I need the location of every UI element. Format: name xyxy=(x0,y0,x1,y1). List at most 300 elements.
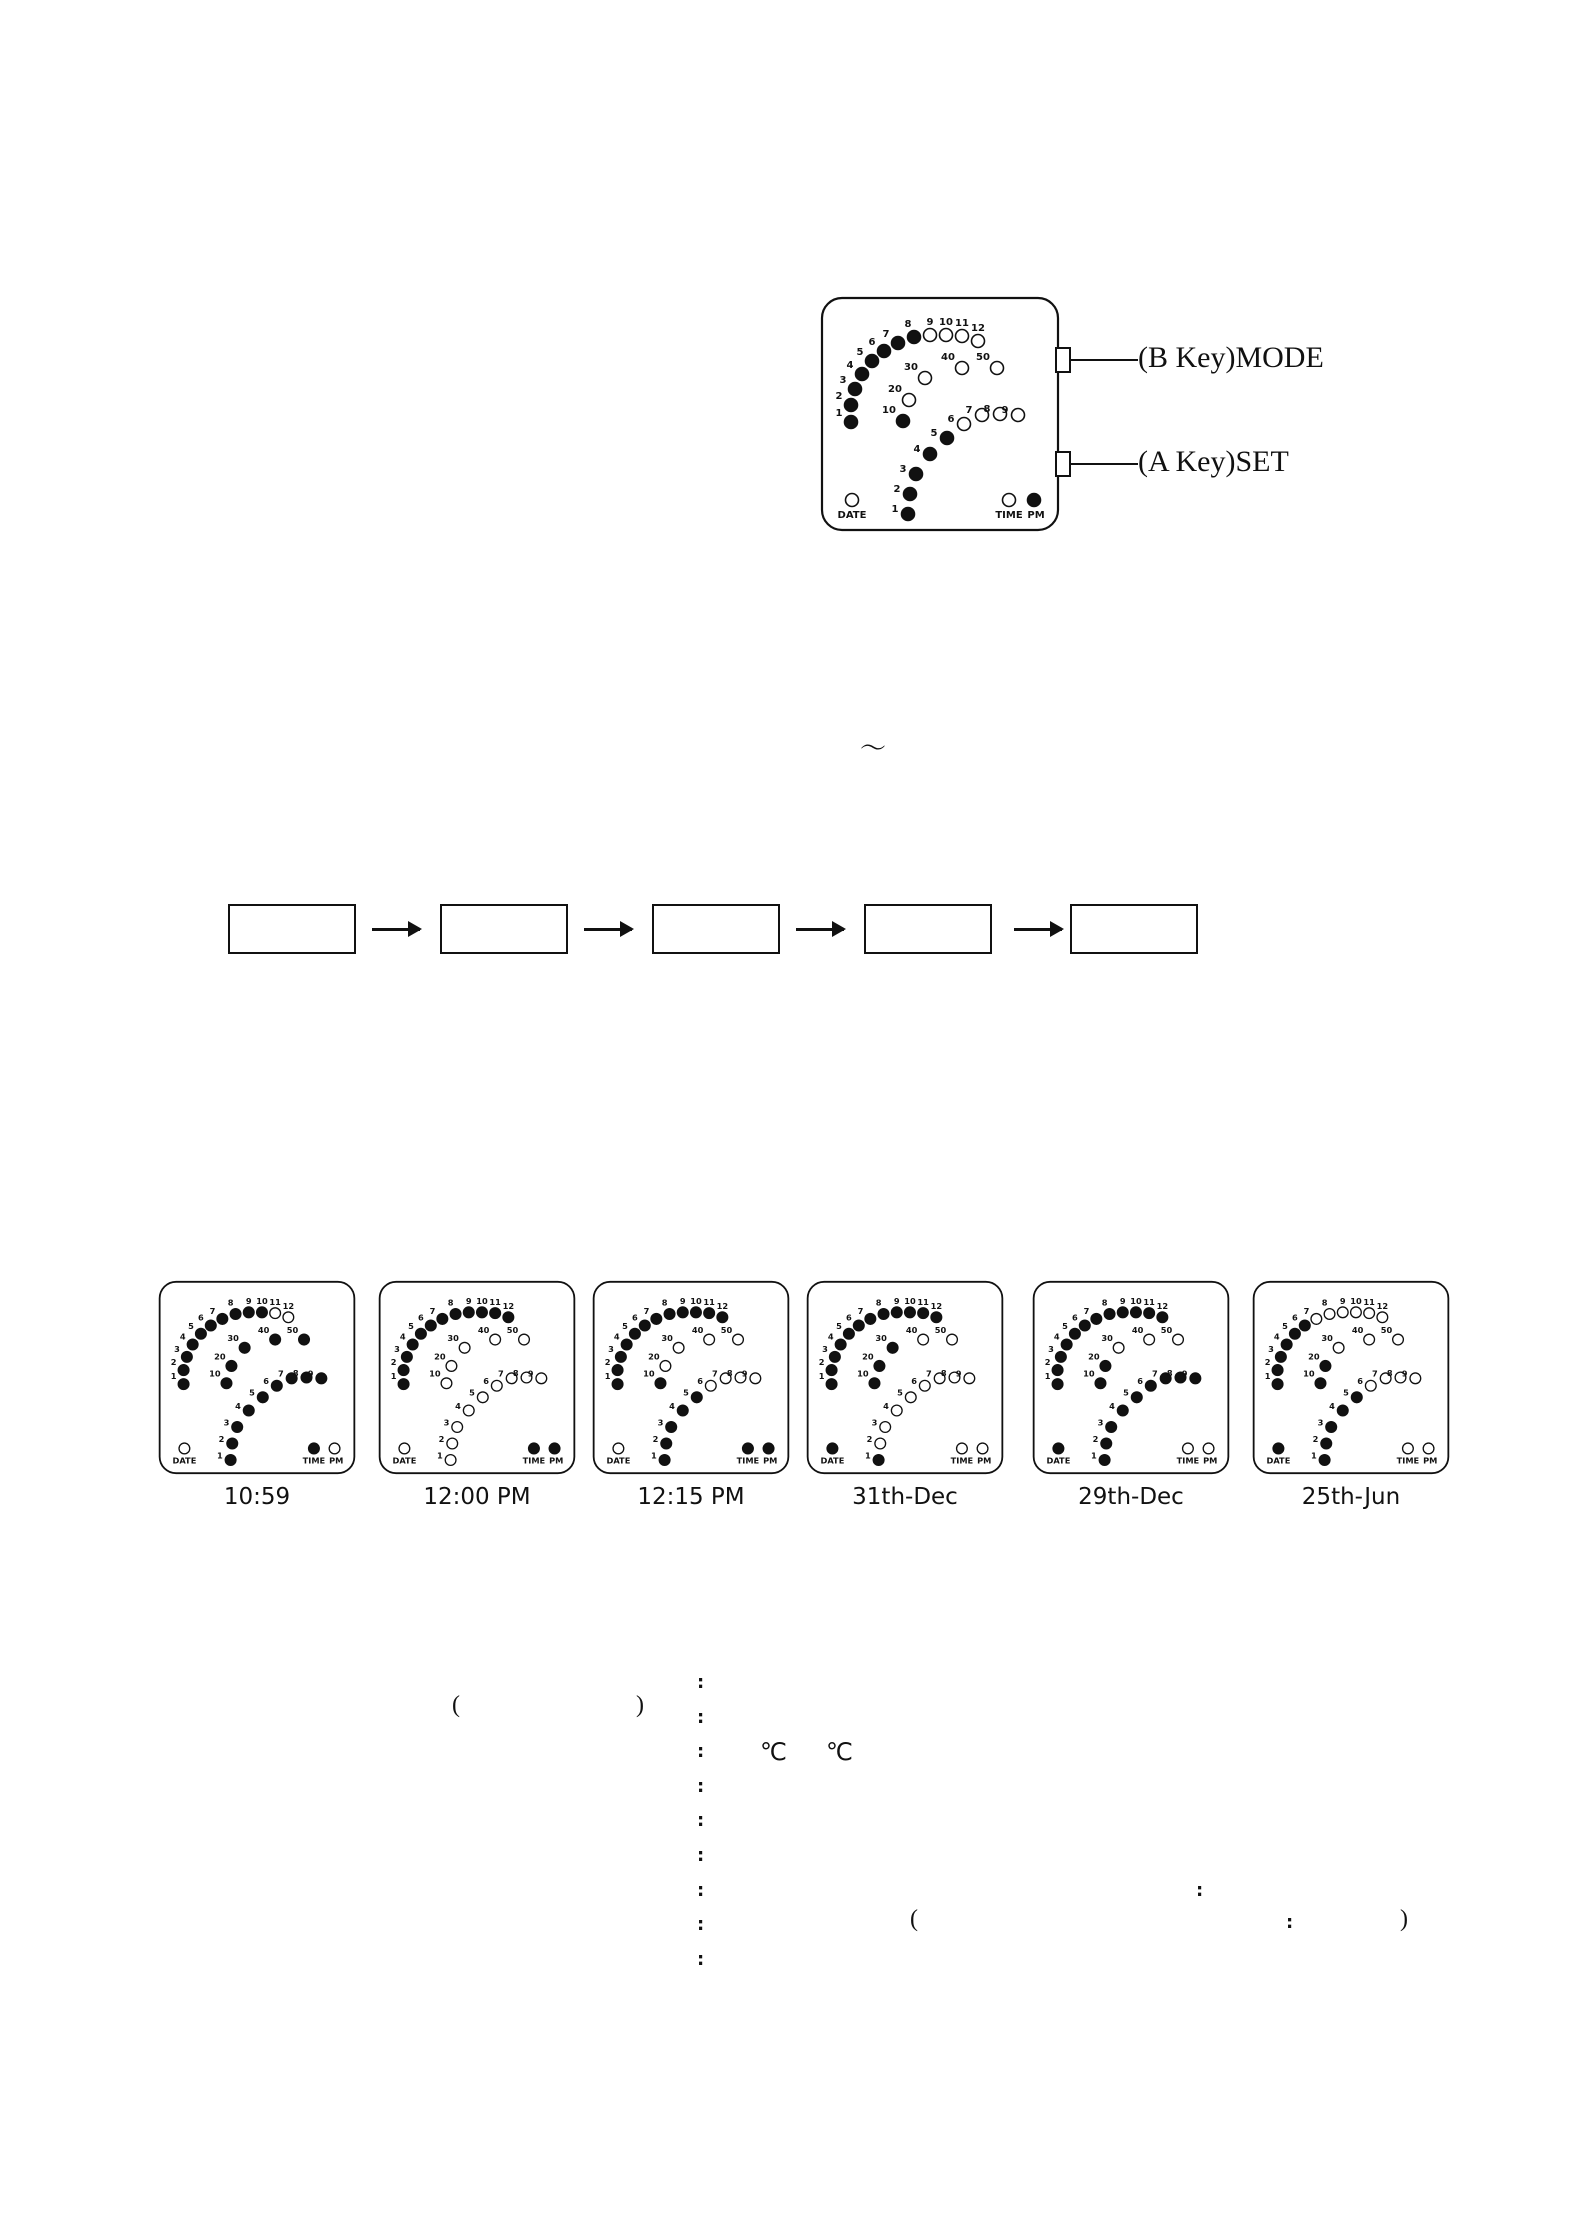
minute-unit-dot-5 xyxy=(1131,1392,1142,1403)
minute-tens-number-10: 10 xyxy=(643,1368,655,1379)
hour-dot-4 xyxy=(835,1339,846,1350)
minute-tens-number-20: 20 xyxy=(648,1351,660,1362)
minute-unit-number-9: 9 xyxy=(955,1368,962,1379)
hour-number-9: 9 xyxy=(893,1296,900,1307)
minute-unit-number-7: 7 xyxy=(1152,1368,1158,1379)
pm-indicator-dot xyxy=(549,1443,560,1454)
hour-dot-10 xyxy=(1131,1307,1142,1318)
hour-dot-3 xyxy=(849,383,862,396)
date-indicator-dot xyxy=(827,1443,838,1454)
pm-indicator-dot xyxy=(329,1443,340,1454)
minute-tens-number-40: 40 xyxy=(941,352,955,363)
hour-dot-5 xyxy=(416,1328,427,1339)
hour-dot-5 xyxy=(844,1328,855,1339)
hour-number-5: 5 xyxy=(188,1320,194,1331)
pm-label: PM xyxy=(1027,510,1045,521)
hour-dot-7 xyxy=(1311,1314,1322,1325)
hour-number-4: 4 xyxy=(1273,1331,1280,1342)
minute-tens-number-40: 40 xyxy=(905,1324,918,1335)
pm-indicator-dot xyxy=(977,1443,988,1454)
hour-dot-11 xyxy=(1364,1308,1375,1319)
minute-unit-number-6: 6 xyxy=(1137,1376,1143,1387)
spec-colon: : xyxy=(697,1914,705,1936)
hour-number-8: 8 xyxy=(1321,1297,1328,1308)
minute-tens-dot-50 xyxy=(947,1334,958,1345)
hour-dot-5 xyxy=(196,1328,207,1339)
hour-dot-10 xyxy=(940,329,953,342)
tilde-symbol: ～ xyxy=(860,734,887,764)
date-indicator-dot xyxy=(1273,1443,1284,1454)
minute-unit-dot-1 xyxy=(659,1455,670,1466)
hour-dot-7 xyxy=(892,337,905,350)
minute-unit-number-6: 6 xyxy=(911,1376,917,1387)
minute-tens-dot-20 xyxy=(446,1361,457,1372)
minute-tens-number-30: 30 xyxy=(447,1333,459,1344)
minute-unit-number-1: 1 xyxy=(651,1450,657,1461)
hour-dot-4 xyxy=(1281,1339,1292,1350)
minute-unit-dot-3 xyxy=(880,1422,891,1433)
hour-dot-1 xyxy=(826,1379,837,1390)
minute-unit-number-7: 7 xyxy=(965,405,973,416)
minute-unit-number-7: 7 xyxy=(278,1368,284,1379)
minute-unit-dot-3 xyxy=(666,1422,677,1433)
hour-number-5: 5 xyxy=(1062,1320,1068,1331)
minute-unit-dot-1 xyxy=(873,1455,884,1466)
hour-dot-3 xyxy=(1276,1352,1287,1363)
hour-dot-6 xyxy=(425,1320,436,1331)
minute-unit-number-5: 5 xyxy=(249,1387,255,1398)
flow-box-3 xyxy=(652,904,780,954)
example-caption: 10:59 xyxy=(223,1484,291,1510)
hour-dot-2 xyxy=(178,1365,189,1376)
minute-tens-number-10: 10 xyxy=(209,1368,221,1379)
hour-dot-12 xyxy=(1377,1312,1388,1323)
time-indicator-dot xyxy=(1003,494,1016,507)
hour-dot-6 xyxy=(878,345,891,358)
minute-unit-dot-4 xyxy=(891,1405,902,1416)
time-indicator-dot xyxy=(529,1443,540,1454)
minute-unit-number-3: 3 xyxy=(443,1417,450,1428)
hour-dot-2 xyxy=(1052,1365,1063,1376)
minute-tens-dot-30 xyxy=(1333,1342,1344,1353)
hour-number-12: 12 xyxy=(971,323,985,334)
minute-tens-number-20: 20 xyxy=(862,1351,874,1362)
date-label: DATE xyxy=(392,1455,417,1466)
minute-tens-dot-20 xyxy=(660,1361,671,1372)
hour-dot-7 xyxy=(865,1314,876,1325)
minute-unit-dot-6 xyxy=(1145,1380,1156,1391)
hour-dot-10 xyxy=(905,1307,916,1318)
b-key-mode-label: (B Key)MODE xyxy=(1138,341,1324,374)
minute-tens-number-40: 40 xyxy=(691,1324,704,1335)
minute-unit-number-8: 8 xyxy=(726,1367,733,1378)
minute-tens-number-50: 50 xyxy=(976,352,990,363)
hour-number-2: 2 xyxy=(1264,1357,1271,1368)
hour-number-5: 5 xyxy=(856,347,864,358)
minute-tens-dot-10 xyxy=(1095,1378,1106,1389)
minute-unit-number-8: 8 xyxy=(1166,1367,1173,1378)
minute-unit-number-5: 5 xyxy=(930,428,938,439)
minute-unit-dot-5 xyxy=(941,432,954,445)
hour-number-5: 5 xyxy=(622,1320,628,1331)
minute-tens-number-50: 50 xyxy=(720,1324,733,1335)
minute-unit-number-5: 5 xyxy=(897,1387,903,1398)
hour-number-7: 7 xyxy=(643,1305,650,1316)
hour-number-11: 11 xyxy=(1363,1296,1375,1307)
minute-unit-number-8: 8 xyxy=(512,1367,519,1378)
pm-label: PM xyxy=(549,1455,564,1466)
date-indicator-dot xyxy=(399,1443,410,1454)
minute-unit-dot-3 xyxy=(452,1422,463,1433)
hour-dot-4 xyxy=(856,368,869,381)
minute-unit-dot-5 xyxy=(905,1392,916,1403)
hour-dot-8 xyxy=(1104,1309,1115,1320)
minute-tens-dot-30 xyxy=(673,1342,684,1353)
minute-tens-dot-10 xyxy=(441,1378,452,1389)
minute-unit-number-1: 1 xyxy=(891,504,899,515)
hour-dot-3 xyxy=(402,1352,413,1363)
example-watch-face xyxy=(1032,1280,1230,1475)
minute-unit-number-6: 6 xyxy=(263,1376,269,1387)
minute-unit-number-3: 3 xyxy=(871,1417,878,1428)
minute-unit-dot-2 xyxy=(1321,1438,1332,1449)
spec-colon: : xyxy=(697,1948,705,1970)
minute-unit-number-2: 2 xyxy=(1092,1433,1099,1444)
hour-dot-8 xyxy=(664,1309,675,1320)
minute-unit-dot-9 xyxy=(316,1373,327,1384)
minute-unit-number-8: 8 xyxy=(292,1367,299,1378)
hour-dot-9 xyxy=(677,1307,688,1318)
hour-dot-12 xyxy=(1157,1312,1168,1323)
spec-degree-2: ℃ xyxy=(826,1740,853,1766)
hour-number-3: 3 xyxy=(1048,1343,1054,1354)
a-key-button xyxy=(1056,452,1070,476)
hour-number-3: 3 xyxy=(394,1343,400,1354)
hour-number-9: 9 xyxy=(679,1296,686,1307)
minute-unit-dot-9 xyxy=(1012,409,1025,422)
hour-dot-9 xyxy=(243,1307,254,1318)
minute-tens-dot-30 xyxy=(1113,1342,1124,1353)
minute-unit-dot-4 xyxy=(243,1405,254,1416)
hour-number-12: 12 xyxy=(502,1301,515,1312)
hour-dot-12 xyxy=(931,1312,942,1323)
minute-tens-dot-50 xyxy=(1173,1334,1184,1345)
spec-paren-open-2: ( xyxy=(910,1906,918,1932)
hour-dot-10 xyxy=(691,1307,702,1318)
minute-unit-dot-5 xyxy=(477,1392,488,1403)
date-label: DATE xyxy=(606,1455,631,1466)
hour-number-2: 2 xyxy=(1044,1357,1051,1368)
example-caption: 29th-Dec xyxy=(1078,1484,1184,1510)
hour-number-6: 6 xyxy=(198,1312,204,1323)
pm-label: PM xyxy=(1423,1455,1438,1466)
minute-unit-number-6: 6 xyxy=(1357,1376,1363,1387)
hour-dot-8 xyxy=(908,331,921,344)
hour-number-3: 3 xyxy=(822,1343,828,1354)
minute-unit-number-2: 2 xyxy=(866,1433,873,1444)
minute-tens-dot-50 xyxy=(733,1334,744,1345)
minute-unit-number-5: 5 xyxy=(683,1387,689,1398)
a-key-set-label: (A Key)SET xyxy=(1138,445,1289,478)
hour-number-10: 10 xyxy=(939,317,953,328)
hour-dot-4 xyxy=(1061,1339,1072,1350)
minute-tens-number-40: 40 xyxy=(1351,1324,1364,1335)
minute-tens-dot-20 xyxy=(903,394,916,407)
time-label: TIME xyxy=(302,1455,326,1466)
minute-unit-number-4: 4 xyxy=(1109,1400,1115,1411)
hour-dot-7 xyxy=(1091,1314,1102,1325)
hour-number-2: 2 xyxy=(835,391,843,402)
hour-number-6: 6 xyxy=(632,1312,638,1323)
minute-tens-number-50: 50 xyxy=(286,1324,299,1335)
hour-dot-2 xyxy=(1272,1365,1283,1376)
hour-dot-1 xyxy=(398,1379,409,1390)
hour-number-9: 9 xyxy=(245,1296,252,1307)
pm-indicator-dot xyxy=(1423,1443,1434,1454)
minute-tens-number-50: 50 xyxy=(1160,1324,1173,1335)
minute-tens-dot-20 xyxy=(226,1361,237,1372)
minute-tens-number-40: 40 xyxy=(477,1324,490,1335)
minute-unit-number-9: 9 xyxy=(741,1368,748,1379)
hour-dot-6 xyxy=(853,1320,864,1331)
hour-number-7: 7 xyxy=(1303,1305,1310,1316)
minute-tens-number-30: 30 xyxy=(661,1333,673,1344)
minute-tens-number-50: 50 xyxy=(506,1324,519,1335)
minute-tens-number-20: 20 xyxy=(888,384,902,395)
minute-tens-dot-10 xyxy=(869,1378,880,1389)
minute-unit-dot-6 xyxy=(958,418,971,431)
hour-number-10: 10 xyxy=(476,1296,488,1307)
hour-dot-6 xyxy=(639,1320,650,1331)
hour-dot-7 xyxy=(651,1314,662,1325)
minute-unit-dot-9 xyxy=(1190,1373,1201,1384)
minute-unit-dot-4 xyxy=(1117,1405,1128,1416)
hour-number-10: 10 xyxy=(256,1296,268,1307)
hour-number-3: 3 xyxy=(608,1343,614,1354)
hour-dot-5 xyxy=(866,355,879,368)
example-caption: 12:15 PM xyxy=(637,1484,745,1510)
hour-dot-11 xyxy=(704,1308,715,1319)
spec-colon: : xyxy=(697,1879,705,1901)
hour-number-4: 4 xyxy=(399,1331,406,1342)
hour-number-7: 7 xyxy=(1083,1305,1090,1316)
spec-colon: : xyxy=(697,1706,705,1728)
minute-unit-number-3: 3 xyxy=(1317,1417,1324,1428)
minute-tens-number-40: 40 xyxy=(1131,1324,1144,1335)
minute-unit-dot-9 xyxy=(750,1373,761,1384)
minute-tens-dot-20 xyxy=(1320,1361,1331,1372)
minute-unit-dot-2 xyxy=(661,1438,672,1449)
minute-unit-dot-3 xyxy=(1326,1422,1337,1433)
minute-unit-number-4: 4 xyxy=(669,1400,675,1411)
hour-dot-6 xyxy=(1299,1320,1310,1331)
hour-dot-10 xyxy=(257,1307,268,1318)
pm-label: PM xyxy=(1203,1455,1218,1466)
hour-number-6: 6 xyxy=(418,1312,424,1323)
hour-number-11: 11 xyxy=(955,318,969,329)
hour-number-12: 12 xyxy=(1376,1301,1389,1312)
hour-number-5: 5 xyxy=(836,1320,842,1331)
hour-number-10: 10 xyxy=(1350,1296,1362,1307)
hour-number-6: 6 xyxy=(846,1312,852,1323)
minute-unit-dot-3 xyxy=(232,1422,243,1433)
spec-colon: : xyxy=(697,1775,705,1797)
hour-dot-8 xyxy=(1324,1309,1335,1320)
hour-dot-9 xyxy=(1117,1307,1128,1318)
minute-unit-dot-1 xyxy=(1099,1455,1110,1466)
minute-tens-number-20: 20 xyxy=(214,1351,226,1362)
hour-dot-3 xyxy=(182,1352,193,1363)
minute-unit-number-3: 3 xyxy=(1097,1417,1104,1428)
date-indicator-dot xyxy=(846,494,859,507)
hour-dot-11 xyxy=(490,1308,501,1319)
hour-dot-8 xyxy=(450,1309,461,1320)
minute-unit-number-8: 8 xyxy=(940,1367,947,1378)
hour-dot-8 xyxy=(230,1309,241,1320)
hour-dot-9 xyxy=(924,329,937,342)
hour-number-9: 9 xyxy=(926,317,934,328)
minute-unit-dot-6 xyxy=(1365,1380,1376,1391)
hour-number-4: 4 xyxy=(846,360,854,371)
minute-unit-number-3: 3 xyxy=(223,1417,230,1428)
spec-paren-close-2: ) xyxy=(1400,1906,1408,1932)
minute-tens-dot-30 xyxy=(239,1342,250,1353)
hour-number-8: 8 xyxy=(1101,1297,1108,1308)
flow-box-5 xyxy=(1070,904,1198,954)
minute-tens-dot-40 xyxy=(956,362,969,375)
hour-number-2: 2 xyxy=(818,1357,825,1368)
minute-unit-dot-4 xyxy=(1337,1405,1348,1416)
example-caption: 31th-Dec xyxy=(852,1484,958,1510)
hour-number-8: 8 xyxy=(661,1297,668,1308)
minute-unit-dot-2 xyxy=(875,1438,886,1449)
minute-unit-number-6: 6 xyxy=(483,1376,489,1387)
hour-number-1: 1 xyxy=(390,1371,397,1382)
hour-number-1: 1 xyxy=(1044,1371,1051,1382)
hour-number-8: 8 xyxy=(447,1297,454,1308)
spec-degree-1: ℃ xyxy=(760,1740,787,1766)
minute-unit-dot-2 xyxy=(1101,1438,1112,1449)
hour-number-1: 1 xyxy=(835,408,843,419)
hour-dot-2 xyxy=(826,1365,837,1376)
hour-dot-10 xyxy=(1351,1307,1362,1318)
hour-number-1: 1 xyxy=(818,1371,825,1382)
pm-label: PM xyxy=(763,1455,778,1466)
hour-dot-9 xyxy=(891,1307,902,1318)
hour-number-1: 1 xyxy=(1264,1371,1271,1382)
spec-paren-close: ) xyxy=(636,1692,644,1718)
hour-number-11: 11 xyxy=(917,1296,929,1307)
minute-tens-dot-40 xyxy=(1144,1334,1155,1345)
example-watch-face xyxy=(158,1280,356,1475)
spec-colon-mid: : xyxy=(1196,1880,1204,1901)
date-indicator-dot xyxy=(613,1443,624,1454)
minute-unit-dot-6 xyxy=(919,1380,930,1391)
hour-number-1: 1 xyxy=(170,1371,177,1382)
minute-unit-number-9: 9 xyxy=(1001,405,1009,416)
minute-tens-dot-20 xyxy=(874,1361,885,1372)
time-label: TIME xyxy=(950,1455,974,1466)
pm-indicator-dot xyxy=(1203,1443,1214,1454)
watch-face-diagram xyxy=(820,296,1060,532)
hour-dot-2 xyxy=(612,1365,623,1376)
hour-dot-9 xyxy=(1337,1307,1348,1318)
minute-unit-number-1: 1 xyxy=(437,1450,443,1461)
hour-number-1: 1 xyxy=(604,1371,611,1382)
hour-number-11: 11 xyxy=(1143,1296,1155,1307)
key-connectors xyxy=(1056,340,1146,480)
hour-dot-11 xyxy=(956,330,969,343)
hour-dot-11 xyxy=(1144,1308,1155,1319)
hour-dot-3 xyxy=(1056,1352,1067,1363)
b-key-button xyxy=(1056,348,1070,372)
minute-unit-dot-6 xyxy=(271,1380,282,1391)
hour-dot-7 xyxy=(437,1314,448,1325)
minute-unit-number-9: 9 xyxy=(527,1368,534,1379)
minute-tens-number-30: 30 xyxy=(227,1333,239,1344)
minute-unit-number-1: 1 xyxy=(217,1450,223,1461)
hour-dot-2 xyxy=(398,1365,409,1376)
time-indicator-dot xyxy=(743,1443,754,1454)
minute-tens-number-30: 30 xyxy=(1101,1333,1113,1344)
minute-unit-number-1: 1 xyxy=(1091,1450,1097,1461)
hour-dot-12 xyxy=(717,1312,728,1323)
minute-tens-dot-10 xyxy=(1315,1378,1326,1389)
hour-dot-11 xyxy=(918,1308,929,1319)
date-label: DATE xyxy=(837,510,867,521)
minute-unit-number-7: 7 xyxy=(498,1368,504,1379)
hour-dot-6 xyxy=(205,1320,216,1331)
minute-tens-number-30: 30 xyxy=(875,1333,887,1344)
minute-unit-number-8: 8 xyxy=(983,404,991,415)
minute-tens-number-20: 20 xyxy=(1308,1351,1320,1362)
minute-tens-dot-10 xyxy=(655,1378,666,1389)
minute-tens-dot-50 xyxy=(299,1334,310,1345)
example-watch-face xyxy=(592,1280,790,1475)
minute-unit-dot-6 xyxy=(491,1380,502,1391)
hour-number-4: 4 xyxy=(179,1331,186,1342)
minute-unit-dot-5 xyxy=(1351,1392,1362,1403)
minute-unit-dot-1 xyxy=(445,1455,456,1466)
minute-tens-dot-50 xyxy=(1393,1334,1404,1345)
spec-paren-open: ( xyxy=(452,1692,460,1718)
hour-dot-1 xyxy=(178,1379,189,1390)
minute-unit-number-5: 5 xyxy=(469,1387,475,1398)
minute-unit-dot-9 xyxy=(536,1373,547,1384)
minute-unit-number-4: 4 xyxy=(883,1400,889,1411)
hour-dot-2 xyxy=(845,399,858,412)
minute-tens-dot-50 xyxy=(991,362,1004,375)
hour-dot-1 xyxy=(845,416,858,429)
minute-unit-number-4: 4 xyxy=(913,444,921,455)
minute-tens-number-40: 40 xyxy=(257,1324,270,1335)
hour-number-11: 11 xyxy=(703,1296,715,1307)
spec-colon-inline: : xyxy=(1286,1912,1294,1933)
spec-colon: : xyxy=(697,1741,705,1763)
time-label: TIME xyxy=(995,510,1023,521)
hour-number-6: 6 xyxy=(1292,1312,1298,1323)
hour-number-10: 10 xyxy=(690,1296,702,1307)
hour-dot-5 xyxy=(1290,1328,1301,1339)
minute-unit-dot-3 xyxy=(1106,1422,1117,1433)
minute-unit-number-2: 2 xyxy=(438,1433,445,1444)
minute-tens-number-30: 30 xyxy=(1321,1333,1333,1344)
pm-indicator-dot xyxy=(1028,494,1041,507)
hour-number-6: 6 xyxy=(1072,1312,1078,1323)
minute-unit-number-6: 6 xyxy=(947,414,955,425)
minute-tens-number-20: 20 xyxy=(1088,1351,1100,1362)
minute-unit-dot-1 xyxy=(225,1455,236,1466)
